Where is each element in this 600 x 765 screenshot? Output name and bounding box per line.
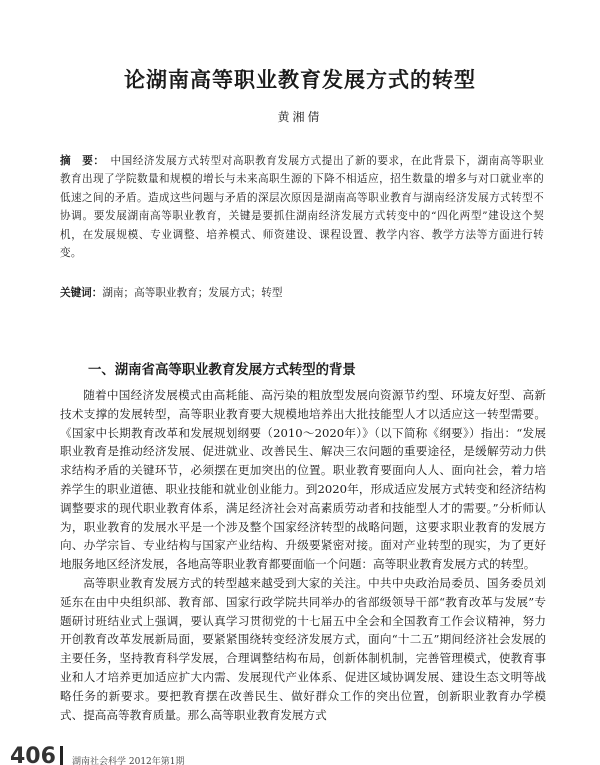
footer-divider — [60, 746, 63, 765]
paper-title: 论湖南高等职业教育发展方式的转型 — [124, 68, 476, 92]
abstract-label: 摘 要： — [60, 155, 105, 167]
keywords-label: 关键词： — [60, 287, 103, 299]
page-footer — [10, 744, 590, 765]
body-text — [60, 386, 546, 724]
abstract-text: 中国经济发展方式转型对高职教育发展方式提出了新的要求，在此背景下，湖南高等职业教育出现了学院数量和规模的增长与未来高职生源的下降不相适应，招生数量的增多与对口就业率的低速之间的矛盾。造成这些问题与矛盾的深层次原因是湖南高等职业教育与湖南经济发展方式转型不协调。要发展湖南高等职业教育，关键是要抓住湖南经济发展方式转变中的“四化两型”建设这个契机，在发展规模、专业调整、培养模式、师资建设、课程设置、教学内容、教学方法等方面进行转变。 — [60, 155, 545, 260]
keywords-text: 湖南；高等职业教育；发展方式；转型 — [102, 287, 283, 299]
author-name: 黄湘倩 — [277, 110, 323, 124]
abstract — [60, 152, 544, 262]
journal-name: 湖南社会科学 2012年第1期 — [72, 757, 185, 765]
section-heading: 一、湖南省高等职业教育发展方式转型的背景 — [88, 363, 356, 378]
body-paragraph: 随着中国经济发展模式由高耗能、高污染的粗放型发展向资源节约型、环境友好型、高新技术支撑的发展转型，高等职业教育要大规模地培养出大批技能型人才以适应这一转型需要。《国家中长期教育改革和发展规划纲要（2010～2020年）》（以下简称《纲要》）指出：“发展职业教育是推动经济发展、促进就业、改善民生、解决三农问题的重要途径，是缓解劳动力供求结构矛盾的关键环节，必须摆在更加突出的位置。职业教育要面向人人、面向社会，着力培养学生的职业道德、职业技能和就业创业能力。到2020年，形成适应发展方式转变和经济结构调整要求的现代职业教育体系，满足经济社会对高素质劳动者和技能型人才的需要。”分析师认为，职业教育的发展水平是一个涉及整个国家经济转型的战略问题，这要求职业教育的发展方向、办学宗旨、专业结构与国家产业结构、升级要紧密对接。面对产业转型的现实，为了更好地服务地区经济发展，各地高等职业教育都要面临一个问题：高等职业教育发展方式的转型。 — [60, 388, 546, 572]
body-paragraph: 高等职业教育发展方式的转型越来越受到大家的关注。中共中央政治局委员、国务委员刘延东在由中央组织部、教育部、国家行政学院共同举办的省部级领导干部“教育改革与发展”专题研讨班结业式上强调，要认真学习贯彻党的十七届五中全会和全国教育工作会议精神，努力开创教育改革发展新局面，要紧紧围绕转变经济发展方式，面向“十二五”期间经济社会发展的主要任务，坚持教育科学发展，合理调整结构布局，创新体制机制，完善管理模式，使教育事业和人才培养更加适应扩大内需、发展现代产业体系、促进区域协调发展、建设生态文明等战略任务的新要求。要把教育摆在改善民生、做好群众工作的突出位置，创新职业教育办学模式、提高高等教育质量。那么高等职业教育发展方式 — [60, 575, 546, 722]
page-number: 406 — [10, 744, 56, 765]
keywords — [60, 284, 544, 302]
